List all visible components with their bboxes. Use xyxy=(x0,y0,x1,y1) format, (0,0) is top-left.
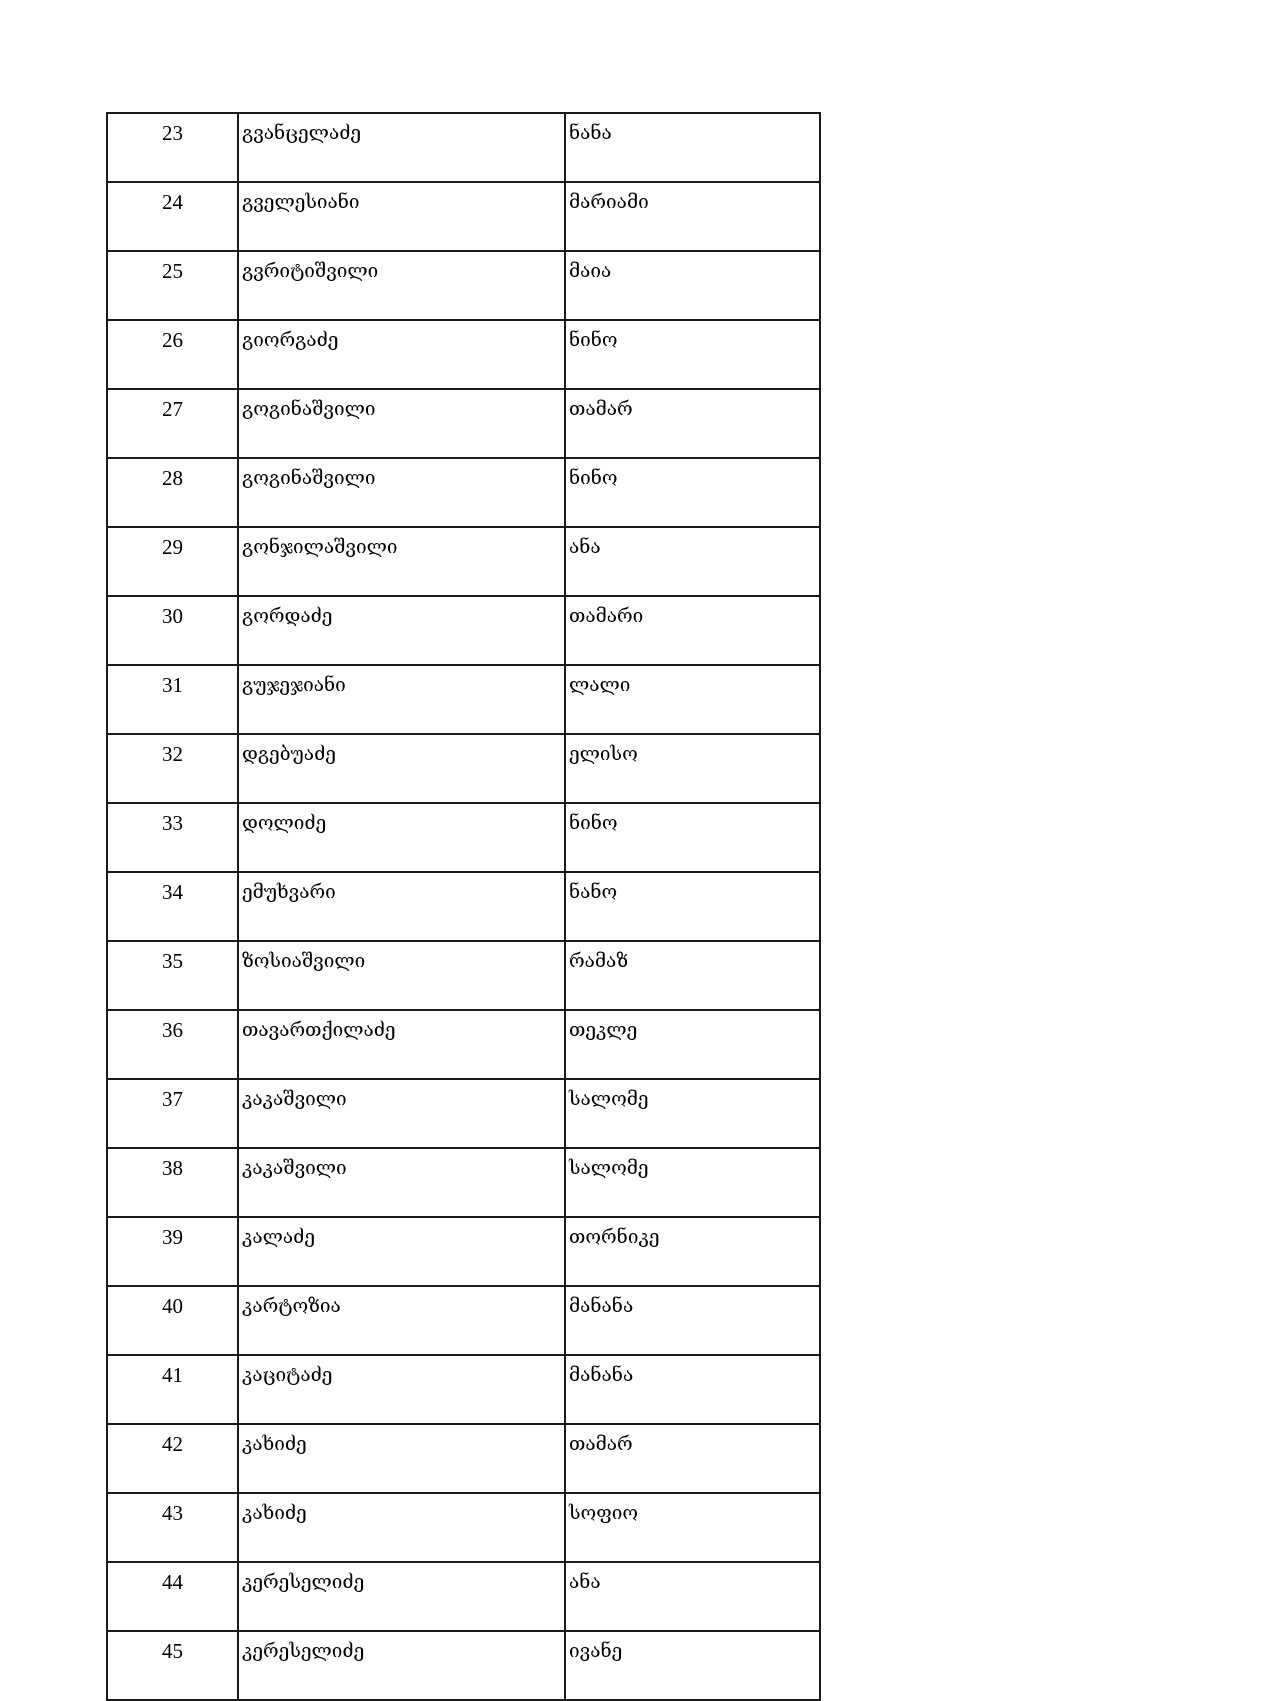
first-name-cell: თეკლე xyxy=(565,1010,820,1079)
table-row xyxy=(107,803,820,872)
table-row xyxy=(107,1631,820,1700)
table-row xyxy=(107,320,820,389)
surname-cell: კახიძე xyxy=(238,1424,565,1493)
surname-cell: კაციტაძე xyxy=(238,1355,565,1424)
row-number-cell: 26 xyxy=(107,320,238,389)
first-name-cell: ანა xyxy=(565,527,820,596)
row-number-cell: 27 xyxy=(107,389,238,458)
row-number-cell: 32 xyxy=(107,734,238,803)
surname-cell: კერესელიძე xyxy=(238,1631,565,1700)
surname-cell: გოგინაშვილი xyxy=(238,458,565,527)
table-row xyxy=(107,113,820,182)
surname-cell: გორდაძე xyxy=(238,596,565,665)
row-number-cell: 37 xyxy=(107,1079,238,1148)
table-row xyxy=(107,182,820,251)
table-row xyxy=(107,872,820,941)
first-name-cell: ივანე xyxy=(565,1631,820,1700)
row-number-cell: 29 xyxy=(107,527,238,596)
first-name-cell: ანა xyxy=(565,1562,820,1631)
row-number-cell: 31 xyxy=(107,665,238,734)
table-row xyxy=(107,1355,820,1424)
first-name-cell: ნანა xyxy=(565,113,820,182)
first-name-cell: ნინო xyxy=(565,458,820,527)
table-row xyxy=(107,527,820,596)
surname-cell: კაკაშვილი xyxy=(238,1079,565,1148)
roster-table-body xyxy=(107,113,820,1700)
surname-cell: გველესიანი xyxy=(238,182,565,251)
first-name-cell: მანანა xyxy=(565,1355,820,1424)
table-row xyxy=(107,596,820,665)
row-number-cell: 25 xyxy=(107,251,238,320)
surname-cell: გვანცელაძე xyxy=(238,113,565,182)
first-name-cell: ნინო xyxy=(565,803,820,872)
surname-cell: გვრიტიშვილი xyxy=(238,251,565,320)
table-row xyxy=(107,1079,820,1148)
first-name-cell: ელისო xyxy=(565,734,820,803)
first-name-cell: ნინო xyxy=(565,320,820,389)
first-name-cell: სალომე xyxy=(565,1148,820,1217)
table-row xyxy=(107,1217,820,1286)
row-number-cell: 45 xyxy=(107,1631,238,1700)
surname-cell: კარტოზია xyxy=(238,1286,565,1355)
row-number-cell: 38 xyxy=(107,1148,238,1217)
table-row xyxy=(107,1286,820,1355)
table-row xyxy=(107,389,820,458)
first-name-cell: მაია xyxy=(565,251,820,320)
row-number-cell: 40 xyxy=(107,1286,238,1355)
row-number-cell: 24 xyxy=(107,182,238,251)
first-name-cell: მანანა xyxy=(565,1286,820,1355)
row-number-cell: 39 xyxy=(107,1217,238,1286)
surname-cell: გოგინაშვილი xyxy=(238,389,565,458)
surname-cell: კერესელიძე xyxy=(238,1562,565,1631)
row-number-cell: 41 xyxy=(107,1355,238,1424)
table-row xyxy=(107,1148,820,1217)
table-row xyxy=(107,1424,820,1493)
surname-cell: ემუხვარი xyxy=(238,872,565,941)
row-number-cell: 43 xyxy=(107,1493,238,1562)
row-number-cell: 42 xyxy=(107,1424,238,1493)
first-name-cell: ლალი xyxy=(565,665,820,734)
first-name-cell: თამარ xyxy=(565,389,820,458)
row-number-cell: 34 xyxy=(107,872,238,941)
surname-cell: დოლიძე xyxy=(238,803,565,872)
first-name-cell: რამაზ xyxy=(565,941,820,1010)
table-row xyxy=(107,1562,820,1631)
first-name-cell: თამარი xyxy=(565,596,820,665)
table-row xyxy=(107,1010,820,1079)
first-name-cell: ნანო xyxy=(565,872,820,941)
surname-cell: ზოსიაშვილი xyxy=(238,941,565,1010)
surname-cell: გიორგაძე xyxy=(238,320,565,389)
table-row xyxy=(107,665,820,734)
first-name-cell: თორნიკე xyxy=(565,1217,820,1286)
surname-cell: კახიძე xyxy=(238,1493,565,1562)
first-name-cell: სოფიო xyxy=(565,1493,820,1562)
row-number-cell: 28 xyxy=(107,458,238,527)
surname-cell: დგებუაძე xyxy=(238,734,565,803)
row-number-cell: 30 xyxy=(107,596,238,665)
surname-cell: თავართქილაძე xyxy=(238,1010,565,1079)
row-number-cell: 44 xyxy=(107,1562,238,1631)
row-number-cell: 23 xyxy=(107,113,238,182)
surname-cell: კალაძე xyxy=(238,1217,565,1286)
surname-cell: კაკაშვილი xyxy=(238,1148,565,1217)
row-number-cell: 33 xyxy=(107,803,238,872)
table-row xyxy=(107,941,820,1010)
surname-cell: გონჯილაშვილი xyxy=(238,527,565,596)
first-name-cell: სალომე xyxy=(565,1079,820,1148)
row-number-cell: 35 xyxy=(107,941,238,1010)
table-row xyxy=(107,1493,820,1562)
first-name-cell: მარიამი xyxy=(565,182,820,251)
table-row xyxy=(107,734,820,803)
row-number-cell: 36 xyxy=(107,1010,238,1079)
table-row xyxy=(107,251,820,320)
first-name-cell: თამარ xyxy=(565,1424,820,1493)
table-row xyxy=(107,458,820,527)
roster-table xyxy=(106,112,821,1701)
surname-cell: გუჯეჯიანი xyxy=(238,665,565,734)
